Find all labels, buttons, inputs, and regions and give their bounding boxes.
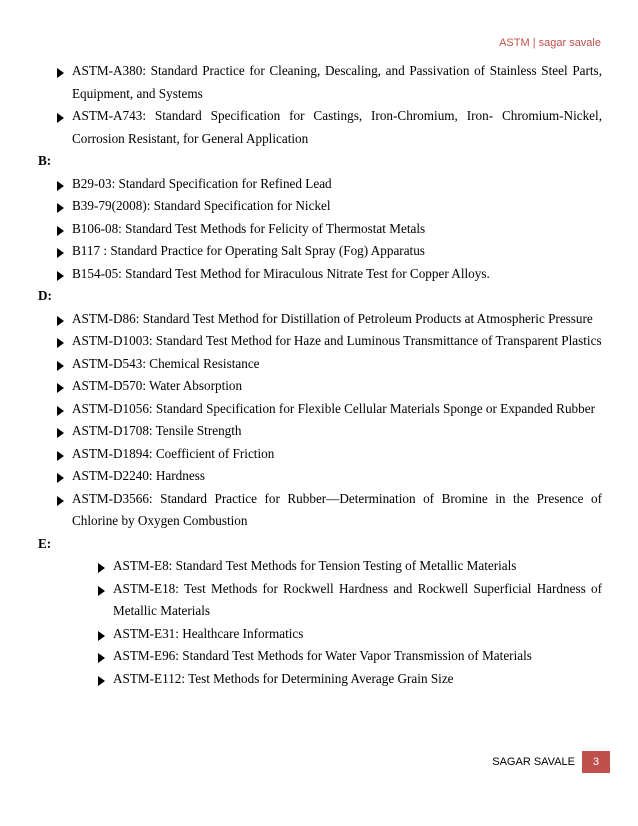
list-item bbox=[38, 465, 602, 488]
list-item bbox=[38, 578, 602, 623]
document-body bbox=[38, 60, 602, 690]
list-item-text: ASTM-E8: Standard Test Methods for Tension Testing of Metallic Materials bbox=[113, 558, 517, 573]
arrow-bullet-icon bbox=[57, 338, 64, 348]
list-item-text: B154-05: Standard Test Method for Miraculous Nitrate Test for Copper Alloys. bbox=[72, 265, 490, 281]
list-item-text: ASTM-A743: Standard Specification for Castings, Iron-Chromium, Iron- Chromium-Nickel, Corrosion Resistant, for General Application bbox=[72, 108, 602, 146]
list-item bbox=[38, 443, 602, 466]
list-item-text: ASTM-D1056: Standard Specification for Flexible Cellular Materials Sponge or Expanded Rubber bbox=[72, 400, 595, 416]
list-item bbox=[38, 488, 602, 533]
page-footer bbox=[492, 751, 610, 773]
page-number: 3 bbox=[582, 751, 610, 773]
section-b-list bbox=[38, 173, 602, 286]
list-item bbox=[38, 308, 602, 331]
list-item bbox=[38, 398, 602, 421]
list-item-text: ASTM-D1894: Coefficient of Friction bbox=[72, 445, 275, 461]
arrow-bullet-icon bbox=[57, 181, 64, 191]
arrow-bullet-icon bbox=[57, 361, 64, 371]
arrow-bullet-icon bbox=[57, 383, 64, 393]
list-item bbox=[38, 105, 602, 150]
section-heading-b: B: bbox=[38, 153, 52, 168]
list-item-text: ASTM-D86: Standard Test Method for Distillation of Petroleum Products at Atmospheric Pressure bbox=[72, 310, 593, 326]
list-item-text: B39-79(2008): Standard Specification for Nickel bbox=[72, 198, 331, 213]
arrow-bullet-icon bbox=[57, 316, 64, 326]
arrow-bullet-icon bbox=[98, 653, 105, 663]
page-header: ASTM | sagar savale bbox=[499, 37, 601, 49]
list-item-text: B29-03: Standard Specification for Refined Lead bbox=[72, 175, 332, 191]
arrow-bullet-icon bbox=[57, 451, 64, 461]
footer-author: SAGAR SAVALE bbox=[492, 756, 575, 768]
list-item-text: ASTM-D543: Chemical Resistance bbox=[72, 355, 260, 371]
list-item-text: ASTM-E18: Test Methods for Rockwell Hardness and Rockwell Superficial Hardness of Metallic Materials bbox=[113, 580, 602, 618]
list-item bbox=[38, 263, 602, 286]
arrow-bullet-icon bbox=[57, 248, 64, 258]
list-item-text: ASTM-E96: Standard Test Methods for Water Vapor Transmission of Materials bbox=[113, 648, 532, 663]
list-item bbox=[38, 375, 602, 398]
list-item bbox=[38, 195, 602, 218]
list-item bbox=[38, 330, 602, 353]
list-item bbox=[38, 645, 602, 668]
arrow-bullet-icon bbox=[57, 406, 64, 416]
arrow-bullet-icon bbox=[57, 113, 64, 123]
arrow-bullet-icon bbox=[57, 496, 64, 506]
arrow-bullet-icon bbox=[57, 271, 64, 281]
arrow-bullet-icon bbox=[57, 428, 64, 438]
list-item bbox=[38, 240, 602, 263]
arrow-bullet-icon bbox=[57, 473, 64, 483]
list-item-text: ASTM-D1708: Tensile Strength bbox=[72, 423, 242, 438]
intro-list bbox=[38, 60, 602, 150]
arrow-bullet-icon bbox=[98, 676, 105, 686]
list-item bbox=[38, 353, 602, 376]
arrow-bullet-icon bbox=[57, 226, 64, 236]
list-item-text: B106-08: Standard Test Methods for Felicity of Thermostat Metals bbox=[72, 220, 426, 236]
arrow-bullet-icon bbox=[98, 563, 105, 573]
list-item-text: ASTM-A380: Standard Practice for Cleaning, Descaling, and Passivation of Stainless Steel Parts, Equipment, and Systems bbox=[72, 63, 602, 101]
arrow-bullet-icon bbox=[57, 68, 64, 78]
list-item bbox=[38, 623, 602, 646]
list-item bbox=[38, 173, 602, 196]
list-item bbox=[38, 218, 602, 241]
list-item-text: ASTM-D2240: Hardness bbox=[72, 468, 205, 483]
arrow-bullet-icon bbox=[57, 203, 64, 213]
section-heading-d: D: bbox=[38, 288, 52, 303]
list-item-text: B117 : Standard Practice for Operating Salt Spray (Fog) Apparatus bbox=[72, 243, 425, 258]
section-d-list bbox=[38, 308, 602, 533]
arrow-bullet-icon bbox=[98, 586, 105, 596]
list-item-text: ASTM-E112: Test Methods for Determining Average Grain Size bbox=[113, 670, 454, 686]
list-item-text: ASTM-D570: Water Absorption bbox=[72, 378, 243, 393]
list-item bbox=[38, 420, 602, 443]
list-item bbox=[38, 555, 602, 578]
list-item bbox=[38, 60, 602, 105]
list-item-text: ASTM-E31: Healthcare Informatics bbox=[113, 625, 304, 641]
section-e-list bbox=[38, 555, 602, 690]
arrow-bullet-icon bbox=[98, 631, 105, 641]
list-item-text: ASTM-D1003: Standard Test Method for Haze and Luminous Transmittance of Transparent Plastics bbox=[72, 333, 602, 348]
section-heading-e: E: bbox=[38, 535, 52, 551]
list-item bbox=[38, 668, 602, 691]
list-item-text: ASTM-D3566: Standard Practice for Rubber—Determination of Bromine in the Presence of Chlorine by Oxygen Combustion bbox=[72, 490, 602, 528]
